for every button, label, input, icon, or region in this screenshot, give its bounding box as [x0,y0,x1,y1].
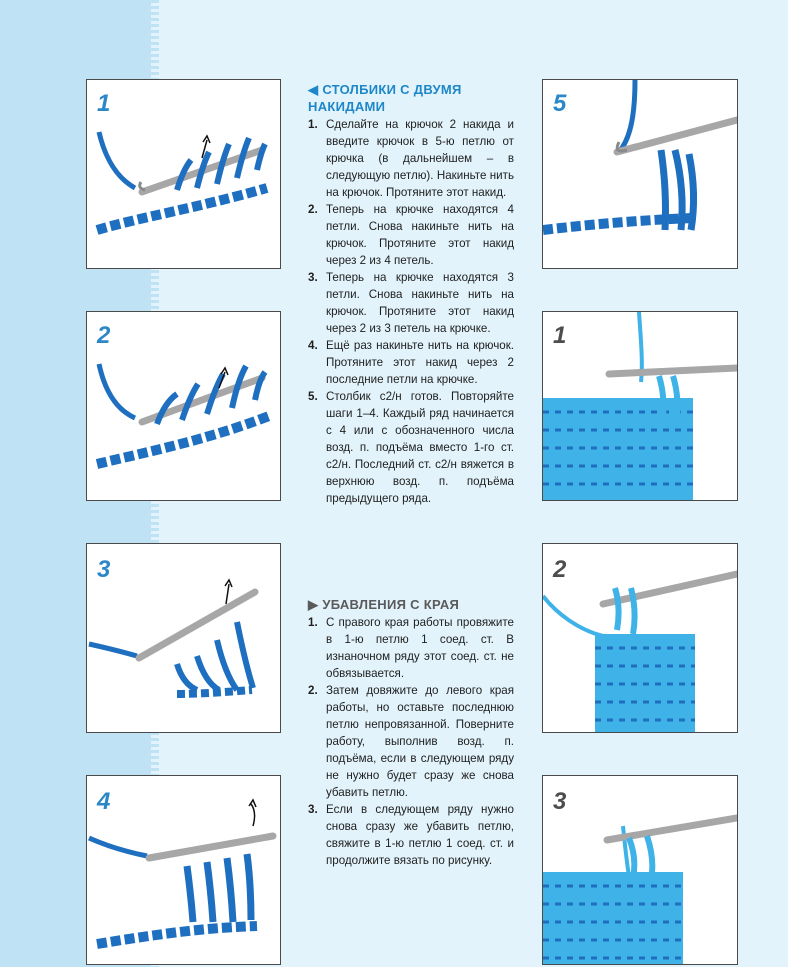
step-item: 3. Теперь на крючке находятся 3 петли. Снова накиньте нить на крючок. Протяните этот накид через 2 из 3 петель на крючке. [308,271,514,335]
panel-number: 1 [97,90,111,117]
chain-illustration [87,776,280,964]
fabric-illustration [543,776,737,964]
right-panel-5 [542,79,738,269]
chain-illustration [87,312,280,500]
step-item: 1. С правого края работы провяжите в 1-ю петлю 1 соед. ст. В изнаночном ряду этот соед. ст. не обвязывается. [308,616,514,680]
panel-number: 2 [553,556,567,583]
double-crochet-steps [308,116,514,507]
right-panel-decrease-2 [542,543,738,733]
chain-illustration [87,80,280,268]
left-panel-4 [86,775,281,965]
section-title-line2: НАКИДАМИ [308,99,386,114]
step-item: 1. Сделайте на крючок 2 накида и введите крючок в 5-ю петлю от крючка (в дальнейшем – в следующую петлю). Накиньте нить на крючок. Протяните этот накид. [308,118,514,199]
panel-number: 1 [553,322,567,349]
panel-number: 3 [97,556,111,583]
triangle-left-icon: ◀ [308,82,319,97]
panel-number: 4 [97,788,111,815]
stitch-illustration [543,80,737,268]
panel-number: 5 [553,90,567,117]
step-item: 3. Если в следующем ряду нужно снова сразу же убавить петлю, свяжите в 1-ю петлю 1 соед. ст. и продолжите вязать по рисунку. [308,803,514,867]
left-panel-1 [86,79,281,269]
section-title-edge-decrease [308,596,459,613]
edge-decrease-steps [308,614,514,869]
step-item: 5. Столбик с2/н готов. Повторяйте шаги 1–4. Каждый ряд начинается с 4 или с обозначенного числа возд. п. подъёма вместо 1-го ст. с2/н. Последний ст. с2/н вяжется в верхнюю возд. п. подъёма предыдущего ряда. [308,390,514,505]
section-title-line1: СТОЛБИКИ С ДВУМЯ [322,82,462,97]
chain-illustration [87,544,280,732]
panel-number: 2 [97,322,111,349]
step-item: 2. Затем довяжите до левого края работы, но оставьте последнюю петлю непровязанной. Поверните работу, выполнив возд. п. подъёма, если в следующем ряду не нужно будет сразу же снова убавить петлю. [308,684,514,799]
left-panel-3 [86,543,281,733]
right-panel-decrease-3 [542,775,738,965]
triangle-right-icon: ▶ [308,597,319,612]
fabric-illustration [543,312,737,500]
right-panel-decrease-1 [542,311,738,501]
section2-title: УБАВЛЕНИЯ С КРАЯ [322,597,460,612]
step-item: 4. Ещё раз накиньте нить на крючок. Протяните этот накид через 2 последние петли на крючке. [308,339,514,386]
step-item: 2. Теперь на крючке находятся 4 петли. Снова накиньте нить на крючок. Протяните этот накид через 2 из 4 петель. [308,203,514,267]
section-title-double-crochet [308,81,462,115]
fabric-illustration [543,544,737,732]
left-panel-2 [86,311,281,501]
panel-number: 3 [553,788,567,815]
